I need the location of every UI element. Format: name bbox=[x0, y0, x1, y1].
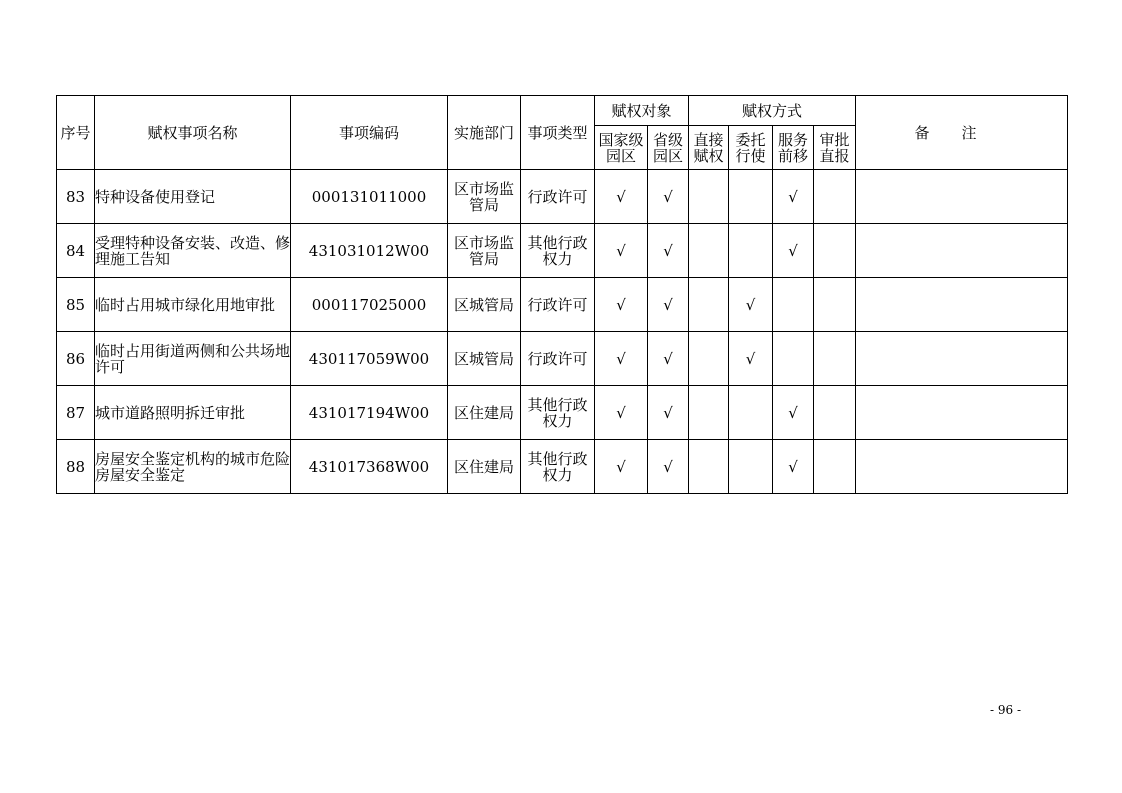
page-number: - 96 - bbox=[990, 703, 1022, 717]
check-national: √ bbox=[595, 386, 648, 440]
header-code: 事项编码 bbox=[291, 96, 448, 170]
check-entrust: √ bbox=[729, 332, 773, 386]
header-target-group: 赋权对象 bbox=[595, 96, 689, 126]
row-seq: 88 bbox=[57, 440, 95, 494]
check-provincial: √ bbox=[648, 224, 689, 278]
row-seq: 84 bbox=[57, 224, 95, 278]
row-dept: 区市场监管局 bbox=[448, 170, 521, 224]
row-seq: 83 bbox=[57, 170, 95, 224]
table-row bbox=[57, 440, 1068, 494]
rights-table bbox=[56, 95, 1068, 494]
header-name: 赋权事项名称 bbox=[95, 96, 291, 170]
header-target-national: 国家级园区 bbox=[595, 126, 648, 170]
row-code: 431017368W00 bbox=[291, 440, 448, 494]
check-direct bbox=[689, 170, 729, 224]
check-forward: √ bbox=[773, 440, 814, 494]
row-remark bbox=[856, 332, 1068, 386]
check-provincial: √ bbox=[648, 170, 689, 224]
row-type: 其他行政权力 bbox=[521, 386, 595, 440]
row-dept: 区市场监管局 bbox=[448, 224, 521, 278]
check-national: √ bbox=[595, 440, 648, 494]
row-dept: 区住建局 bbox=[448, 440, 521, 494]
check-forward: √ bbox=[773, 224, 814, 278]
row-name: 临时占用城市绿化用地审批 bbox=[95, 278, 291, 332]
header-target-provincial: 省级园区 bbox=[648, 126, 689, 170]
header-method-entrust: 委托行使 bbox=[729, 126, 773, 170]
check-national: √ bbox=[595, 332, 648, 386]
check-entrust: √ bbox=[729, 278, 773, 332]
row-remark bbox=[856, 224, 1068, 278]
check-provincial: √ bbox=[648, 332, 689, 386]
row-remark bbox=[856, 440, 1068, 494]
header-method-report: 审批直报 bbox=[814, 126, 856, 170]
check-provincial: √ bbox=[648, 278, 689, 332]
row-code: 431031012W00 bbox=[291, 224, 448, 278]
row-type: 行政许可 bbox=[521, 170, 595, 224]
header-method-group: 赋权方式 bbox=[689, 96, 856, 126]
table-row bbox=[57, 332, 1068, 386]
check-national: √ bbox=[595, 224, 648, 278]
row-name: 特种设备使用登记 bbox=[95, 170, 291, 224]
header-seq: 序号 bbox=[57, 96, 95, 170]
check-report bbox=[814, 386, 856, 440]
check-report bbox=[814, 440, 856, 494]
row-seq: 87 bbox=[57, 386, 95, 440]
row-type: 其他行政权力 bbox=[521, 440, 595, 494]
header-method-direct: 直接赋权 bbox=[689, 126, 729, 170]
check-forward: √ bbox=[773, 386, 814, 440]
check-provincial: √ bbox=[648, 386, 689, 440]
row-name: 受理特种设备安装、改造、修理施工告知 bbox=[95, 224, 291, 278]
row-code: 000131011000 bbox=[291, 170, 448, 224]
row-dept: 区城管局 bbox=[448, 278, 521, 332]
check-report bbox=[814, 224, 856, 278]
check-direct bbox=[689, 224, 729, 278]
check-report bbox=[814, 332, 856, 386]
row-dept: 区住建局 bbox=[448, 386, 521, 440]
check-provincial: √ bbox=[648, 440, 689, 494]
check-forward bbox=[773, 278, 814, 332]
check-national: √ bbox=[595, 278, 648, 332]
row-code: 000117025000 bbox=[291, 278, 448, 332]
check-national: √ bbox=[595, 170, 648, 224]
check-forward bbox=[773, 332, 814, 386]
check-report bbox=[814, 170, 856, 224]
header-dept: 实施部门 bbox=[448, 96, 521, 170]
check-direct bbox=[689, 440, 729, 494]
row-seq: 85 bbox=[57, 278, 95, 332]
row-code: 430117059W00 bbox=[291, 332, 448, 386]
row-remark bbox=[856, 170, 1068, 224]
header-type: 事项类型 bbox=[521, 96, 595, 170]
row-remark bbox=[856, 278, 1068, 332]
row-name: 房屋安全鉴定机构的城市危险房屋安全鉴定 bbox=[95, 440, 291, 494]
row-remark bbox=[856, 386, 1068, 440]
row-code: 431017194W00 bbox=[291, 386, 448, 440]
table-row bbox=[57, 386, 1068, 440]
header-remark: 备注 bbox=[856, 96, 1068, 170]
header-method-forward: 服务前移 bbox=[773, 126, 814, 170]
check-direct bbox=[689, 386, 729, 440]
table-row bbox=[57, 224, 1068, 278]
check-entrust bbox=[729, 386, 773, 440]
row-type: 行政许可 bbox=[521, 332, 595, 386]
row-name: 城市道路照明拆迁审批 bbox=[95, 386, 291, 440]
row-type: 行政许可 bbox=[521, 278, 595, 332]
check-entrust bbox=[729, 440, 773, 494]
table-row bbox=[57, 170, 1068, 224]
check-report bbox=[814, 278, 856, 332]
row-seq: 86 bbox=[57, 332, 95, 386]
table-row bbox=[57, 278, 1068, 332]
check-entrust bbox=[729, 224, 773, 278]
check-forward: √ bbox=[773, 170, 814, 224]
row-name: 临时占用街道两侧和公共场地许可 bbox=[95, 332, 291, 386]
row-dept: 区城管局 bbox=[448, 332, 521, 386]
row-type: 其他行政权力 bbox=[521, 224, 595, 278]
check-direct bbox=[689, 278, 729, 332]
check-entrust bbox=[729, 170, 773, 224]
check-direct bbox=[689, 332, 729, 386]
